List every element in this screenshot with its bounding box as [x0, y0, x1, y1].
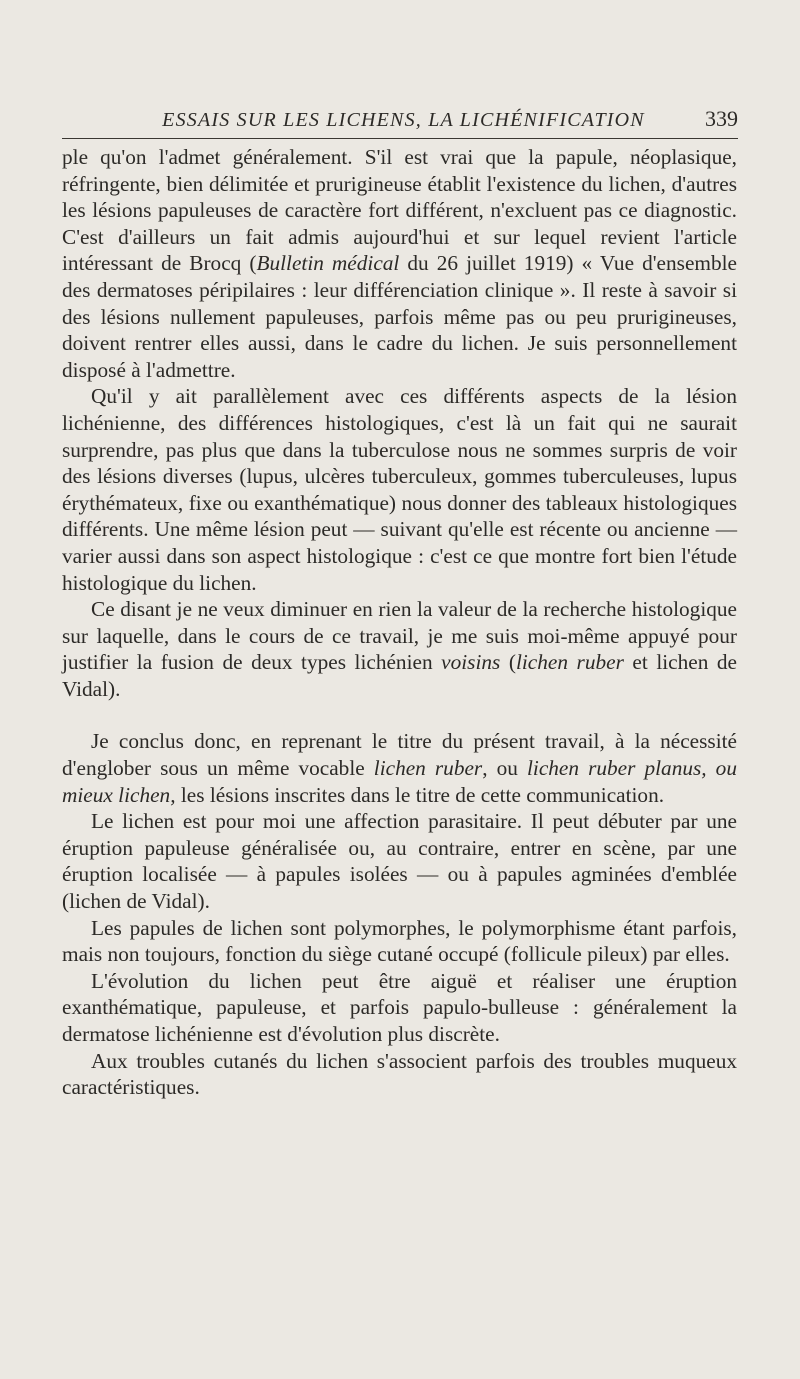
paragraph-4: Je conclus donc, en reprenant le titre du présent travail, à la nécessité d'englober sous un même vocable lichen ruber, ou lichen ruber planus, ou mieux lichen, les lésions inscrites dans le titre de cette communication.: [62, 729, 737, 807]
running-title: ESSAIS SUR LES LICHENS, LA LICHÉNIFICATION: [162, 109, 645, 131]
paragraph-7: L'évolution du lichen peut être aiguë et réaliser une éruption exanthématique, papuleuse, et parfois papulo-bulleuse : généralement la dermatose lichénienne est d'évolution plus discrète.: [62, 968, 737, 1046]
paragraph-6: Les papules de lichen sont polymorphes, le polymorphisme étant parfois, mais non toujours, fonction du siège cutané occupé (follicule pileux) par elles.: [62, 915, 737, 967]
paragraph-8: Aux troubles cutanés du lichen s'associent parfois des troubles muqueux caractéristiques.: [62, 1048, 737, 1100]
paragraph-1: ple qu'on l'admet généralement. S'il est vrai que la papule, néoplasique, réfringente, bien délimitée et prurigineuse établit l'existence du lichen, d'autres les lésions papuleuses de caractère fort différent, n'excluent pas ce diagnostic. C'est d'ailleurs un fait admis aujourd'hui et sur lequel revient l'article intéressant de Brocq (Bulletin médical du 26 juillet 1919) « Vue d'ensemble des dermatoses péripilaires : leur différenciation clinique ». Il reste à savoir si des lésions nullement papuleuses, parfois même pas ou peu prurigineuses, doivent rentrer elles aussi, dans le cadre du lichen. Je suis personnellement disposé à l'admettre.: [62, 145, 737, 382]
paragraph-2: Qu'il y ait parallèlement avec ces différents aspects de la lésion lichénienne, des différences histologiques, c'est là un fait qui ne saurait surprendre, pas plus que dans la tuberculose nous ne sommes surpris de voir des lésions diverses (lupus, ulcères tuberculeux, gommes tuberculeuses, lupus érythémateux, fixe ou exanthématique) nous donner des tableaux histologiques différents. Une même lésion peut — suivant qu'elle est récente ou ancienne — varier aussi dans son aspect histologique : c'est ce que montre fort bien l'étude histologique du lichen.: [62, 384, 737, 595]
page-body: [62, 144, 737, 1101]
running-header: [62, 92, 738, 139]
page-number: 339: [705, 106, 738, 131]
journal-title: Bulletin médical: [256, 251, 400, 276]
paragraph-3: Ce disant je ne veux diminuer en rien la valeur de la recherche histologique sur laquelle, dans le cours de ce travail, je me suis moi-même appuyé pour justifier la fusion de deux types lichénien voisins (lichen ruber et lichen de Vidal).: [62, 597, 738, 701]
paragraph-5: Le lichen est pour moi une affection parasitaire. Il peut débuter par une éruption papuleuse généralisée ou, au contraire, entrer en scène, par une éruption localisée — à papules isolées — ou à papules agminées d'emblée (lichen de Vidal).: [62, 809, 737, 914]
